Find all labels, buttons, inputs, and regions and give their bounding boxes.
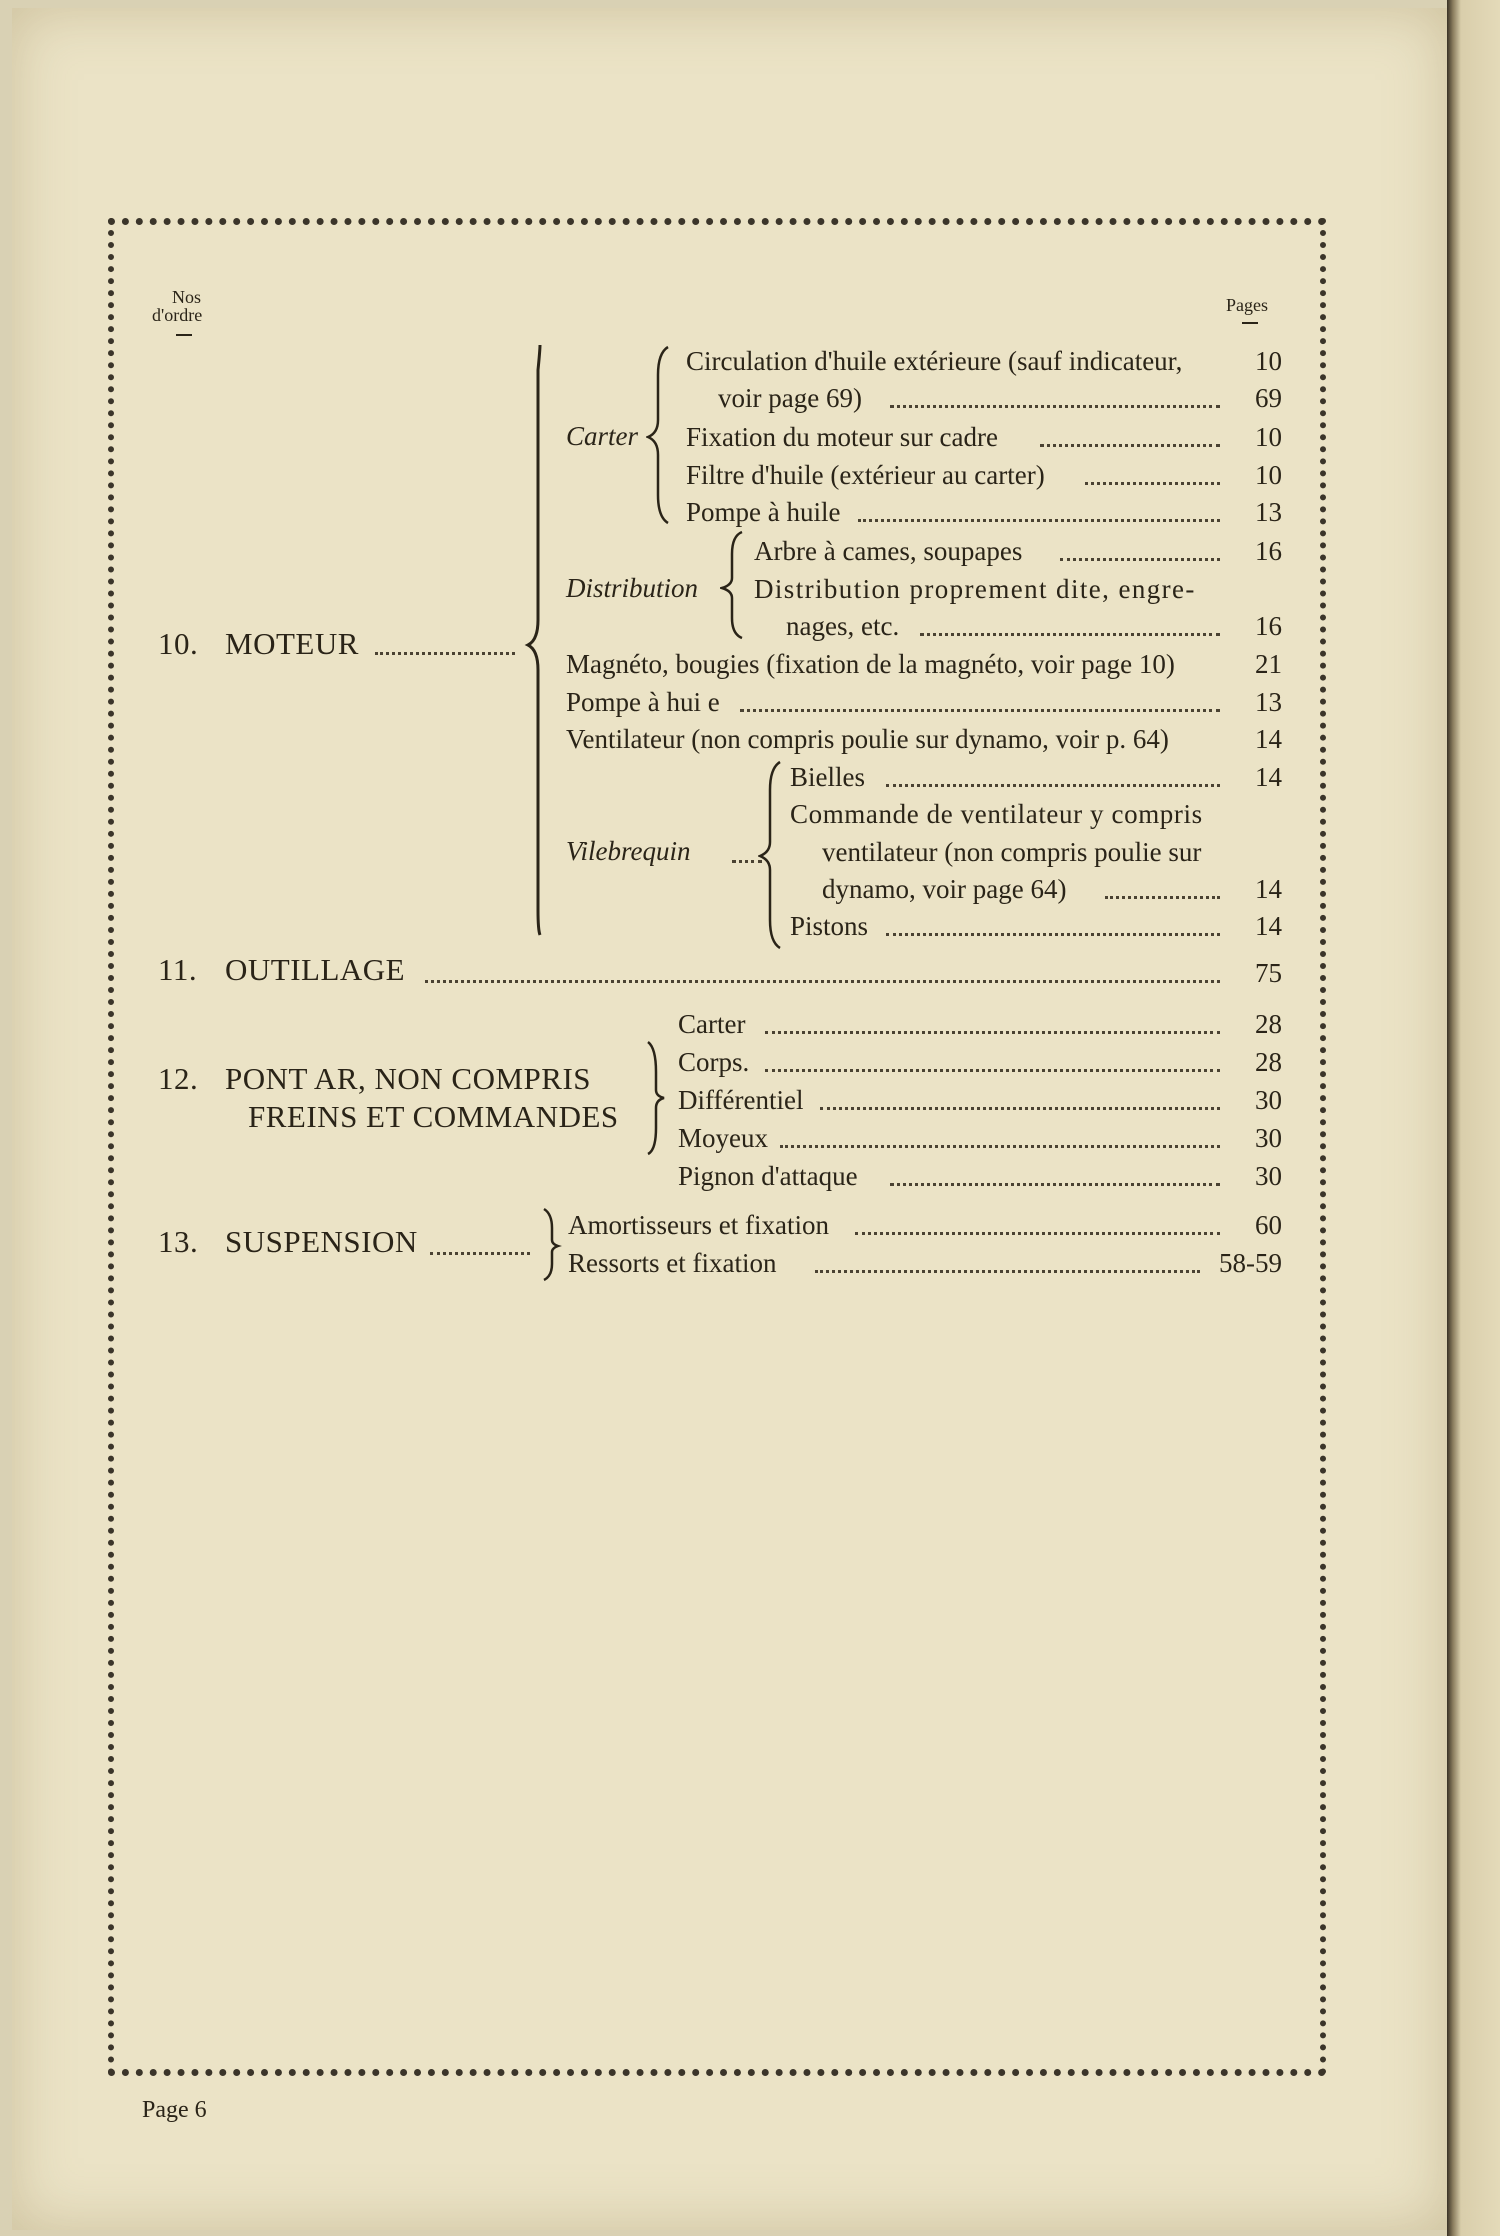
- pont-page-3: 30: [1255, 1085, 1282, 1115]
- leader: [886, 933, 1220, 936]
- vilebrequin-item-5: Pistons: [790, 911, 869, 941]
- pont-page-1: 28: [1255, 1009, 1282, 1039]
- suspension-page-1: 60: [1255, 1210, 1282, 1240]
- vilebrequin-label: Vilebrequin: [566, 836, 691, 866]
- leader: [858, 519, 1220, 522]
- leader: [820, 1107, 1220, 1110]
- moteur-brace: [520, 340, 560, 940]
- moteur-direct-1: Magnéto, bougies (fixation de la magnéto, voir page 10): [566, 649, 1175, 679]
- moteur-number: 10.: [158, 626, 199, 661]
- pages-label: Pages: [1226, 295, 1268, 315]
- leader: [920, 633, 1220, 636]
- distribution-page-3: 16: [1255, 611, 1282, 641]
- outillage-number: 11.: [158, 952, 198, 987]
- suspension-page-2: 58-59: [1219, 1248, 1282, 1278]
- leader: [1040, 444, 1220, 447]
- pont-page-5: 30: [1255, 1161, 1282, 1191]
- carter-page-5: 13: [1255, 497, 1282, 527]
- carter-page-1: 10: [1255, 346, 1282, 376]
- ordre-dash: [176, 334, 192, 336]
- distribution-label: Distribution: [566, 573, 699, 603]
- num-label: Nos: [172, 287, 202, 307]
- moteur-direct-3: Ventilateur (non compris poulie sur dynamo, voir p. 64): [566, 724, 1169, 754]
- ordre-label: d'ordre: [152, 305, 203, 325]
- moteur-title: MOTEUR: [225, 626, 359, 661]
- distribution-brace: [720, 530, 750, 640]
- vilebrequin-brace: [758, 760, 788, 950]
- vilebrequin-page-4: 14: [1255, 874, 1282, 904]
- outillage-leader: [425, 980, 1220, 983]
- suspension-title: SUSPENSION: [225, 1224, 418, 1259]
- pont-title-line2: FREINS ET COMMANDES: [248, 1099, 619, 1134]
- carter-page-2: 69: [1255, 383, 1282, 413]
- suspension-leader: [430, 1252, 530, 1255]
- leader: [765, 1069, 1220, 1072]
- distribution-page-1: 16: [1255, 536, 1282, 566]
- leader: [740, 709, 1220, 712]
- page-edge: [1447, 0, 1500, 2236]
- carter-item-5: Pompe à huile: [686, 497, 841, 527]
- pont-page-2: 28: [1255, 1047, 1282, 1077]
- pages-dash: [1242, 322, 1258, 324]
- moteur-direct-2: Pompe à hui e: [566, 687, 720, 717]
- pont-item-1: Carter: [678, 1009, 746, 1039]
- leader: [1105, 896, 1220, 899]
- vilebrequin-item-2: Commande de ventilateur y compris: [790, 799, 1203, 829]
- pont-item-5: Pignon d'attaque: [678, 1161, 858, 1191]
- carter-item-1: Circulation d'huile extérieure (sauf indicateur,: [686, 346, 1183, 376]
- vilebrequin-item-4: dynamo, voir page 64): [822, 874, 1067, 904]
- leader: [1060, 558, 1220, 561]
- leader: [1085, 482, 1220, 485]
- leader: [890, 1183, 1220, 1186]
- vilebrequin-item-1: Bielles: [790, 762, 865, 792]
- vilebrequin-item-3: ventilateur (non compris poulie sur: [822, 837, 1202, 867]
- pont-item-2: Corps.: [678, 1047, 750, 1077]
- leader: [890, 405, 1220, 408]
- leader: [815, 1270, 1200, 1273]
- vilebrequin-page-5: 14: [1255, 911, 1282, 941]
- distribution-item-2: Distribution proprement dite, engre-: [754, 574, 1196, 604]
- carter-page-4: 10: [1255, 460, 1282, 490]
- moteur-direct-page-3: 14: [1255, 724, 1282, 754]
- carter-page-3: 10: [1255, 422, 1282, 452]
- carter-label: Carter: [566, 421, 639, 451]
- leader: [855, 1232, 1220, 1235]
- suspension-brace: [538, 1206, 562, 1282]
- leader: [886, 784, 1220, 787]
- vilebrequin-page-1: 14: [1255, 762, 1282, 792]
- pont-brace: [640, 1038, 670, 1158]
- pont-page-4: 30: [1255, 1123, 1282, 1153]
- pont-item-4: Moyeux: [678, 1123, 768, 1153]
- distribution-item-1: Arbre à cames, soupapes: [754, 536, 1023, 566]
- carter-brace: [646, 345, 676, 525]
- distribution-item-3: nages, etc.: [786, 611, 900, 641]
- moteur-leader: [375, 652, 515, 655]
- pont-title-line1: PONT AR, NON COMPRIS: [225, 1061, 592, 1096]
- leader: [780, 1145, 1220, 1148]
- footer-page-label: Page 6: [142, 2097, 207, 2123]
- suspension-item-1: Amortisseurs et fixation: [568, 1210, 829, 1240]
- carter-item-4: Filtre d'huile (extérieur au carter): [686, 460, 1045, 490]
- carter-item-2: voir page 69): [718, 383, 862, 413]
- pont-number: 12.: [158, 1061, 199, 1096]
- carter-item-3: Fixation du moteur sur cadre: [686, 422, 998, 452]
- moteur-direct-page-1: 21: [1255, 649, 1282, 679]
- moteur-direct-page-2: 13: [1255, 687, 1282, 717]
- suspension-item-2: Ressorts et fixation: [568, 1248, 777, 1278]
- outillage-title: OUTILLAGE: [225, 952, 406, 987]
- leader: [765, 1031, 1220, 1034]
- outillage-page: 75: [1255, 958, 1282, 988]
- pont-item-3: Différentiel: [678, 1085, 804, 1115]
- suspension-number: 13.: [158, 1224, 199, 1259]
